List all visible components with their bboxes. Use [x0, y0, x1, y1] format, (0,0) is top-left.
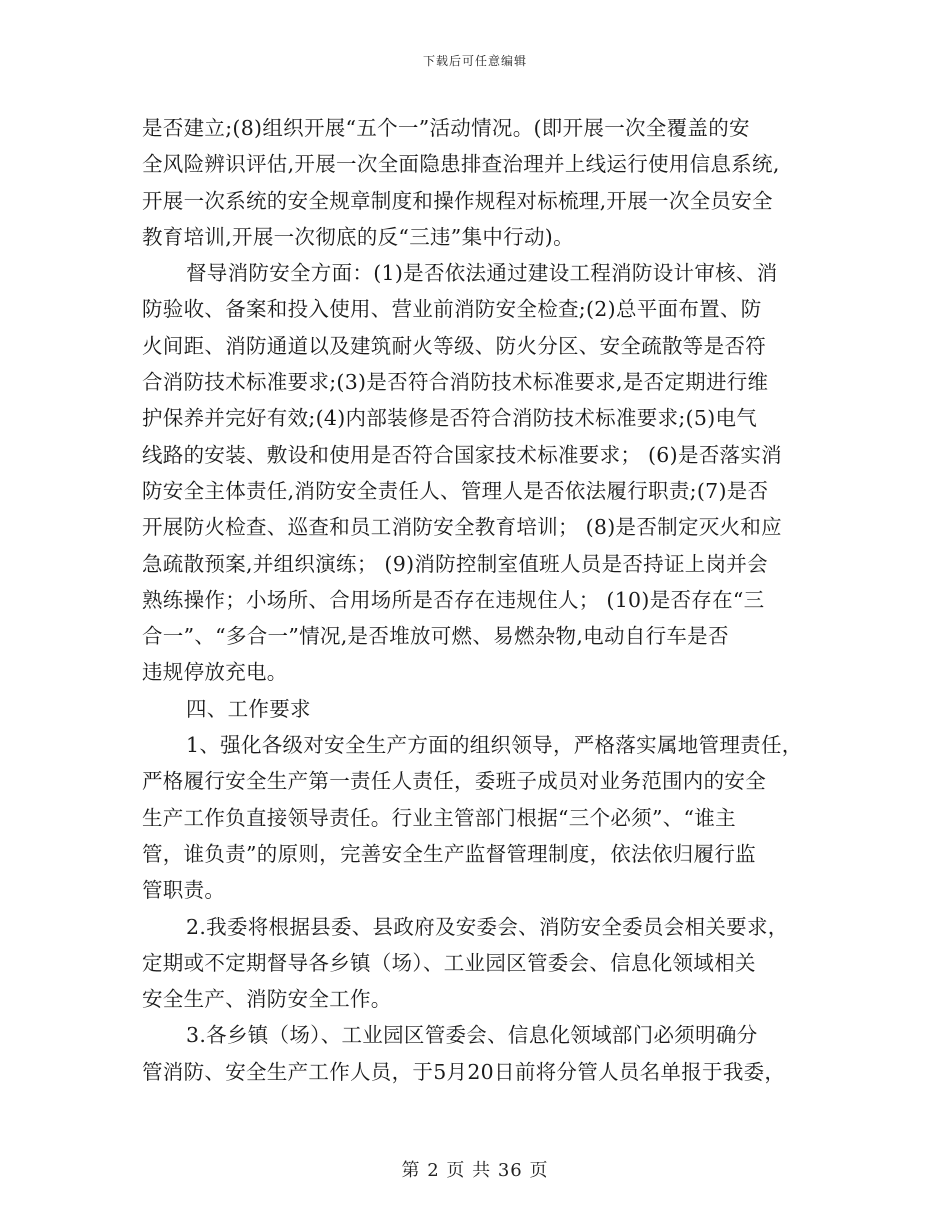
paragraph-start-line: 1、强化各级对安全生产方面的组织领导，严格落实属地管理责任， [186, 733, 803, 758]
body-line: 管消防、安全生产工作人员，于5月20日前将分管人员名单报于我委， [142, 1059, 786, 1084]
body-line: 合消防技术标准要求;(3)是否符合消防技术标准要求,是否定期进行维 [142, 370, 769, 395]
body-line: 火间距、消防通道以及建筑耐火等级、防火分区、安全疏散等是否符 [142, 333, 766, 358]
body-line: 防安全主体责任,消防安全责任人、管理人是否依法履行职责;(7)是否 [142, 478, 769, 503]
paragraph-start-line: 3.各乡镇（场）、工业园区管委会、信息化领域部门必须明确分 [186, 1023, 758, 1048]
page-header: 下载后可任意编辑 [422, 54, 527, 68]
body-line: 开展一次系统的安全规章制度和操作规程对标梳理,开展一次全员安全 [142, 188, 773, 213]
body-line: 违规停放充电。 [142, 660, 288, 685]
body-line: 管职责。 [142, 878, 226, 903]
body-line: 教育培训,开展一次彻底的反“三违”集中行动)。 [142, 224, 574, 249]
body-line: 线路的安装、敷设和使用是否符合国家技术标准要求； (6)是否落实消 [142, 442, 782, 467]
body-line: 防验收、备案和投入使用、营业前消防安全检查;(2)总平面布置、防 [142, 297, 762, 322]
section-heading: 四、工作要求 [186, 696, 311, 721]
body-line: 护保养并完好有效;(4)内部装修是否符合消防技术标准要求;(5)电气 [142, 406, 758, 431]
body-line: 熟练操作；小场所、合用场所是否存在违规住人； (10)是否存在“三 [142, 587, 765, 612]
body-line: 安全生产、消防安全工作。 [142, 987, 392, 1012]
body-line: 是否建立;(8)组织开展“五个一”活动情况。(即开展一次全覆盖的安 [142, 116, 750, 140]
body-line: 定期或不定期督导各乡镇（场）、工业园区管委会、信息化领域相关 [142, 950, 756, 975]
page-number: 第 2 页 共 36 页 [401, 1160, 549, 1181]
body-line: 严格履行安全生产第一责任人责任，委班子成员对业务范围内的安全 [142, 769, 766, 794]
body-line: 全风险辨识评估,开展一次全面隐患排查治理并上线运行使用信息系统, [142, 152, 780, 177]
body-line: 合一”、“多合一”情况,是否堆放可燃、易燃杂物,电动自行车是否 [142, 624, 729, 649]
document-body [142, 110, 812, 1090]
paragraph-start-line: 督导消防安全方面：(1)是否依法通过建设工程消防设计审核、消 [186, 261, 778, 286]
body-line: 生产工作负直接领导责任。行业主管部门根据“三个必须”、“谁主 [142, 805, 736, 830]
body-line: 急疏散预案,并组织演练； (9)消防控制室值班人员是否持证上岗并会 [142, 551, 768, 576]
body-line: 开展防火检查、巡查和员工消防安全教育培训； (8)是否制定灭火和应 [142, 515, 782, 540]
body-line: 管，谁负责”的原则，完善安全生产监督管理制度，依法依归履行监 [142, 841, 756, 866]
paragraph-start-line: 2.我委将根据县委、县政府及安委会、消防安全委员会相关要求， [186, 914, 789, 939]
